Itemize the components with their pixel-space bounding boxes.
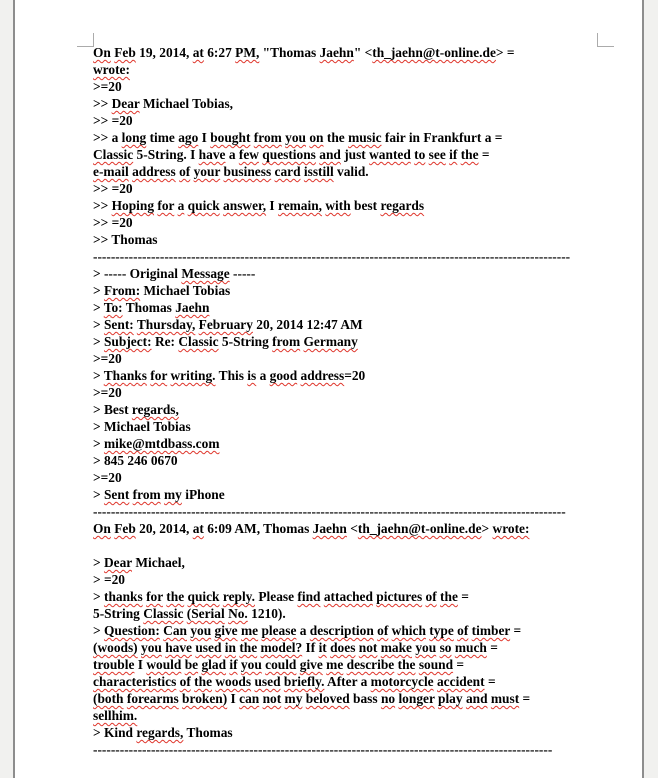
misspelled-word: regards, <box>136 725 184 740</box>
misspelled-word: from <box>132 487 161 502</box>
misspelled-word: isstill <box>303 164 334 179</box>
misspelled-word: sound <box>418 657 454 672</box>
misspelled-word: you <box>415 640 437 655</box>
misspelled-word: attached <box>323 589 373 604</box>
misspelled-word: long <box>121 130 147 145</box>
text-segment: a <box>225 147 239 162</box>
misspelled-word: for <box>157 198 175 213</box>
misspelled-word: timber <box>471 623 511 638</box>
misspelled-word: give <box>299 657 323 672</box>
separator-line <box>93 741 615 758</box>
separator-line <box>93 503 615 520</box>
text-segment: > <box>93 487 104 502</box>
misspelled-word: Thursday, <box>136 317 196 332</box>
text-segment: ---------------------------------------------------------------------------------------------------------- <box>93 504 566 519</box>
misspelled-word: glad <box>201 657 227 672</box>
misspelled-word: bought <box>210 130 251 145</box>
text-segment: = <box>478 147 490 162</box>
text-segment: > ----- Original <box>93 266 182 281</box>
text-line <box>93 112 615 129</box>
text-line <box>93 452 615 469</box>
misspelled-word: the <box>239 640 258 655</box>
misspelled-word: if <box>449 147 458 162</box>
misspelled-word: Feb <box>114 45 136 60</box>
text-line <box>93 707 615 724</box>
text-line <box>93 163 615 180</box>
text-segment: > <box>93 283 104 298</box>
text-segment: >=20 <box>93 351 122 366</box>
misspelled-word: On <box>93 45 111 60</box>
text-segment: valid. <box>333 164 369 179</box>
text-line <box>93 146 615 163</box>
text-segment: best <box>350 198 381 213</box>
misspelled-word: a <box>177 198 185 213</box>
misspelled-word: not <box>262 691 282 706</box>
text-line <box>93 367 615 384</box>
misspelled-word: the <box>440 589 458 604</box>
misspelled-word: you <box>190 623 212 638</box>
misspelled-word: at <box>192 521 204 536</box>
text-segment: > = <box>495 45 515 60</box>
misspelled-word: reply. <box>222 589 255 604</box>
text-line <box>93 401 615 418</box>
text-line <box>93 180 615 197</box>
misspelled-word: February <box>198 317 253 332</box>
misspelled-word: wanted <box>369 147 411 162</box>
text-line <box>93 95 615 112</box>
misspelled-word: (both <box>93 691 124 706</box>
misspelled-word: Classic <box>143 606 184 621</box>
text-segment: Michael, <box>132 555 185 570</box>
misspelled-word: at <box>192 45 204 60</box>
misspelled-word: on <box>309 130 324 145</box>
text-segment: > <box>93 555 104 570</box>
misspelled-word: with <box>325 198 351 213</box>
text-segment: > 845 246 0670 <box>93 453 178 468</box>
misspelled-word: business <box>223 164 272 179</box>
misspelled-word: (woods) <box>93 640 138 655</box>
text-line <box>93 265 615 282</box>
text-line <box>93 639 615 656</box>
text-line <box>93 537 615 554</box>
misspelled-word: me <box>326 657 344 672</box>
text-segment: >> Thomas <box>93 232 158 247</box>
misspelled-word: and <box>319 147 341 162</box>
misspelled-word: so <box>439 640 452 655</box>
text-segment: time <box>146 130 179 145</box>
text-segment: > <box>93 300 104 315</box>
text-segment: Michael Tobias <box>140 283 231 298</box>
text-line <box>93 622 615 639</box>
misspelled-word: my <box>284 691 303 706</box>
text-segment: I <box>266 198 278 213</box>
text-line <box>93 214 615 231</box>
misspelled-word: wrote: <box>492 521 530 536</box>
text-segment: >> a <box>93 130 122 145</box>
misspelled-word: ago <box>178 130 199 145</box>
text-line <box>93 316 615 333</box>
misspelled-word: no <box>380 691 396 706</box>
misspelled-word: Can <box>163 623 187 638</box>
misspelled-word: used <box>195 640 222 655</box>
misspelled-word: Thanks <box>103 368 147 383</box>
misspelled-word: No. <box>228 606 248 621</box>
text-segment: >=20 <box>93 79 122 94</box>
misspelled-word: Jaehn <box>312 521 347 536</box>
text-segment: >> =20 <box>93 181 133 196</box>
text-line <box>93 44 615 61</box>
text-line <box>93 78 615 95</box>
text-segment: "Thomas <box>259 45 320 60</box>
text-segment: = <box>457 589 469 604</box>
text-segment: >=20 <box>93 385 122 400</box>
text-line <box>93 350 615 367</box>
text-boundary-mark-top-left <box>77 33 94 47</box>
misspelled-word: wrote: <box>93 62 130 77</box>
text-segment: >> <box>93 96 112 111</box>
text-segment: = <box>519 691 531 706</box>
text-segment: > <box>93 317 104 332</box>
text-segment: 6:27 <box>203 45 236 60</box>
text-segment: > =20 <box>93 572 125 587</box>
misspelled-word: forearms <box>126 691 179 706</box>
text-segment: a <box>256 368 270 383</box>
misspelled-word: Hoping <box>111 198 155 213</box>
misspelled-word: th_jaehn@t-online.de <box>372 45 496 60</box>
misspelled-word: Classic <box>178 334 219 349</box>
misspelled-word: To: <box>103 300 123 315</box>
misspelled-word: which <box>391 623 426 638</box>
misspelled-word: woods <box>215 674 252 689</box>
misspelled-word: Dear <box>103 555 132 570</box>
text-segment: >> =20 <box>93 215 133 230</box>
text-segment: After a <box>324 674 371 689</box>
misspelled-word: description <box>309 623 374 638</box>
misspelled-word: From: <box>103 283 141 298</box>
text-segment: = <box>510 623 522 638</box>
misspelled-word: card <box>274 164 301 179</box>
text-segment: 19, 2014, <box>135 45 193 60</box>
separator-line <box>93 248 615 265</box>
misspelled-word: PM, <box>235 45 260 60</box>
text-segment: Thomas <box>122 300 176 315</box>
text-segment: < <box>346 521 358 536</box>
misspelled-word: from <box>253 130 282 145</box>
text-line <box>93 486 615 503</box>
misspelled-word: is <box>247 368 257 383</box>
text-segment: ----------------------------------------------------------------------------------------------------------- <box>93 249 571 264</box>
misspelled-word: if <box>229 657 238 672</box>
text-line <box>93 656 615 673</box>
text-line <box>93 724 615 741</box>
text-line <box>93 690 615 707</box>
misspelled-word: quick <box>187 198 220 213</box>
misspelled-word: music <box>348 130 382 145</box>
misspelled-word: address <box>132 164 176 179</box>
text-segment: " < <box>353 45 373 60</box>
text-segment: 20, 2014, <box>135 521 193 536</box>
misspelled-word: accident <box>436 674 485 689</box>
misspelled-word: the <box>166 589 185 604</box>
text-segment: iPhone <box>181 487 225 502</box>
misspelled-word: have <box>198 147 226 162</box>
text-line <box>93 435 615 452</box>
misspelled-word: trouble <box>93 657 135 672</box>
text-segment: > <box>93 334 104 349</box>
text-segment: I <box>227 691 240 706</box>
misspelled-word: mike@mtdbass.com <box>103 436 220 451</box>
text-segment: I <box>134 657 147 672</box>
text-segment: >> <box>93 198 112 213</box>
misspelled-word: and <box>465 691 488 706</box>
text-segment: Thomas <box>183 725 233 740</box>
misspelled-word: from <box>272 334 301 349</box>
text-line <box>93 61 615 78</box>
misspelled-word: (Serial <box>186 606 225 621</box>
text-line <box>93 520 615 537</box>
misspelled-word: Dear <box>111 96 140 111</box>
text-line <box>93 282 615 299</box>
misspelled-word: me <box>240 623 259 638</box>
text-line <box>93 299 615 316</box>
misspelled-word: your <box>193 164 221 179</box>
document-text[interactable] <box>93 44 615 758</box>
misspelled-word: th_jaehn@t-online.de <box>357 521 482 536</box>
text-segment: just <box>340 147 370 162</box>
text-segment: = <box>453 657 465 672</box>
text-segment: This <box>215 368 248 383</box>
text-segment: Michael Tobias, <box>139 96 234 111</box>
text-segment: bass <box>349 691 381 706</box>
misspelled-word: have <box>165 640 192 655</box>
misspelled-word: used <box>254 674 281 689</box>
text-segment: > Kind <box>93 725 137 740</box>
text-line <box>93 554 615 571</box>
misspelled-word: thanks <box>103 589 143 604</box>
document-page <box>13 0 644 778</box>
misspelled-word: Message <box>181 266 230 281</box>
text-segment: > <box>93 436 104 451</box>
misspelled-word: model? <box>260 640 303 655</box>
text-segment: fair in Frankfurt a = <box>381 130 503 145</box>
misspelled-word: address <box>300 368 345 383</box>
text-segment: ----- <box>229 266 256 281</box>
text-segment: 5-String <box>93 606 144 621</box>
text-segment: 5-String. I <box>133 147 199 162</box>
text-segment: >=20 <box>93 470 122 485</box>
text-line <box>93 333 615 350</box>
misspelled-word: you <box>285 130 306 145</box>
misspelled-word: see <box>428 147 446 162</box>
text-line <box>93 384 615 401</box>
text-segment: =20 <box>344 368 366 383</box>
misspelled-word: it <box>318 640 327 655</box>
text-segment: I <box>198 130 211 145</box>
misspelled-word: remain, <box>278 198 323 213</box>
text-segment: ------------------------------------------------------------------------------------------------------- <box>93 742 553 757</box>
misspelled-word: pictures <box>376 589 423 604</box>
misspelled-word: the <box>460 147 479 162</box>
misspelled-word: Jaehn <box>175 300 210 315</box>
misspelled-word: characteristics <box>93 674 177 689</box>
text-segment: = <box>484 674 496 689</box>
text-segment: > <box>93 623 104 638</box>
text-segment: Please <box>255 589 298 604</box>
misspelled-word: motorcycle <box>370 674 434 689</box>
text-segment: the <box>323 130 349 145</box>
misspelled-word: regards <box>380 198 425 213</box>
text-segment: > <box>481 521 493 536</box>
misspelled-word: type <box>429 623 454 638</box>
text-line <box>93 605 615 622</box>
text-line <box>93 197 615 214</box>
misspelled-word: Jaehn <box>319 45 354 60</box>
text-line <box>93 418 615 435</box>
misspelled-word: answer, <box>223 198 267 213</box>
text-segment: a <box>296 623 310 638</box>
misspelled-word: much <box>454 640 487 655</box>
misspelled-word: the <box>397 657 416 672</box>
text-segment: Re: <box>151 334 179 349</box>
text-segment: > Michael Tobias <box>93 419 191 434</box>
misspelled-word: quick <box>187 589 220 604</box>
misspelled-word: Subject: <box>103 334 152 349</box>
misspelled-word: you <box>141 640 162 655</box>
text-line <box>93 129 615 146</box>
misspelled-word: describe <box>346 657 395 672</box>
misspelled-word: Sent: <box>103 317 134 332</box>
misspelled-word: my <box>164 487 182 502</box>
misspelled-word: On <box>93 521 111 536</box>
misspelled-word: can <box>239 691 260 706</box>
text-segment: 1210). <box>247 606 286 621</box>
misspelled-word: good <box>269 368 298 383</box>
text-line <box>93 231 615 248</box>
misspelled-word: for <box>150 368 168 383</box>
misspelled-word: e-mail <box>93 164 129 179</box>
misspelled-word: does <box>330 640 356 655</box>
misspelled-word: make <box>380 640 412 655</box>
misspelled-word: for <box>146 589 163 604</box>
text-line <box>93 469 615 486</box>
misspelled-word: not <box>358 640 378 655</box>
misspelled-word: give <box>214 623 238 638</box>
misspelled-word: the <box>194 674 213 689</box>
misspelled-word: would <box>146 657 182 672</box>
misspelled-word: of <box>377 623 389 638</box>
text-segment: >> =20 <box>93 113 133 128</box>
misspelled-word: could <box>265 657 297 672</box>
misspelled-word: Feb <box>114 521 136 536</box>
text-segment: 20, 2014 12:47 AM <box>252 317 363 332</box>
misspelled-word: beloved <box>305 691 350 706</box>
misspelled-word: Germany <box>303 334 358 349</box>
misspelled-word: writing. <box>170 368 216 383</box>
misspelled-word: broken) <box>182 691 228 706</box>
misspelled-word: of <box>179 674 191 689</box>
misspelled-word: questions <box>262 147 316 162</box>
misspelled-word: of <box>425 589 437 604</box>
misspelled-word: to <box>414 147 426 162</box>
text-segment: = <box>486 640 498 655</box>
misspelled-word: regards, <box>131 402 179 417</box>
text-segment: If <box>302 640 319 655</box>
misspelled-word: longer <box>398 691 435 706</box>
misspelled-word: must <box>490 691 520 706</box>
text-segment: > <box>93 368 104 383</box>
text-segment: > <box>93 589 104 604</box>
text-line <box>93 673 615 690</box>
misspelled-word: in <box>224 640 236 655</box>
misspelled-word: few <box>238 147 259 162</box>
misspelled-word: Sent <box>103 487 130 502</box>
misspelled-word: play <box>438 691 463 706</box>
misspelled-word: briefly. <box>283 674 325 689</box>
text-segment: > Best <box>93 402 132 417</box>
text-segment: 5-String <box>218 334 273 349</box>
misspelled-word: be <box>184 657 199 672</box>
misspelled-word: Question: <box>103 623 160 638</box>
text-line <box>93 588 615 605</box>
text-line <box>93 571 615 588</box>
misspelled-word: sellhim. <box>93 708 138 723</box>
misspelled-word: you <box>240 657 262 672</box>
misspelled-word: please <box>261 623 297 638</box>
misspelled-word: of <box>457 623 469 638</box>
text-segment: 6:09 AM, Thomas <box>203 521 313 536</box>
misspelled-word: of <box>179 164 191 179</box>
misspelled-word: find <box>297 589 321 604</box>
misspelled-word: Classic <box>93 147 134 162</box>
